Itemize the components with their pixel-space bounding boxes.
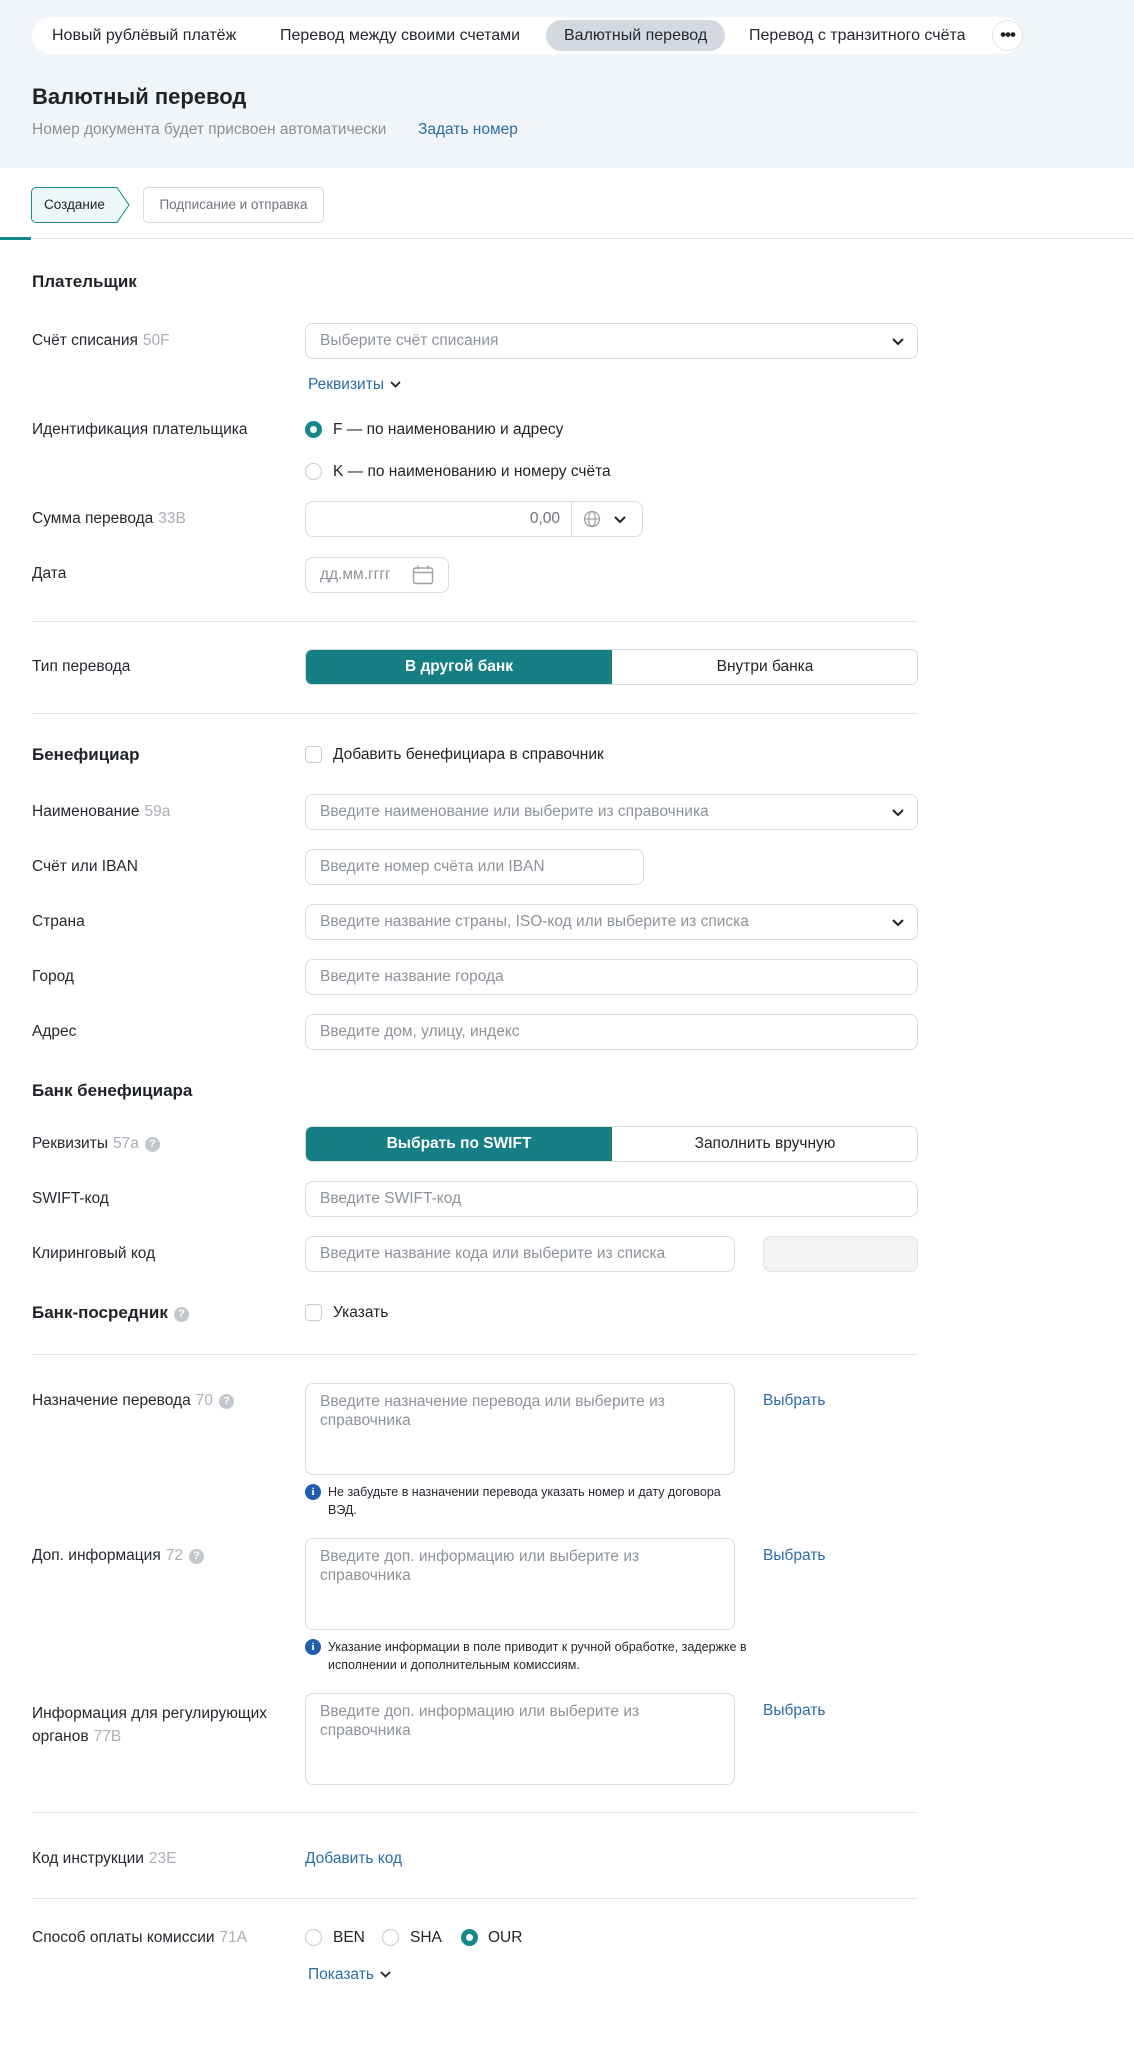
ident-option-f-radio[interactable] [305, 421, 322, 438]
tab-currency-transfer[interactable]: Валютный перевод [546, 20, 725, 51]
bank-details-manual[interactable]: Заполнить вручную [694, 1135, 836, 1152]
payer-ident-label: Идентификация плательщика [32, 421, 248, 438]
section-beneficiary: Бенефициар [32, 745, 140, 764]
commission-show-toggle[interactable]: Показать [308, 1966, 391, 1984]
bank-details-toggle [305, 1126, 918, 1162]
step-create [31, 187, 130, 223]
chevron-down-icon[interactable] [613, 514, 627, 524]
section-intermediary-bank: Банк-посредник ? [32, 1303, 189, 1323]
commission-ben-label: BEN [333, 1929, 365, 1946]
date-label: Дата [32, 565, 67, 582]
info-icon: i [305, 1639, 321, 1655]
page-subtitle: Номер документа будет присвоен автоматически [32, 121, 387, 138]
purpose-hint: i Не забудьте в назначении перевода указать номер и дату договора ВЭД. [305, 1483, 755, 1523]
transfer-type-toggle [305, 649, 918, 685]
regulatory-choose-link[interactable]: Выбрать [763, 1702, 826, 1719]
divider [32, 1812, 918, 1813]
regulatory-info-textarea[interactable]: Введите доп. информацию или выберите из справочника [305, 1693, 735, 1785]
swift-input[interactable]: Введите SWIFT-код [305, 1181, 918, 1217]
country-label: Страна [32, 913, 85, 930]
section-payer: Плательщик [32, 272, 137, 291]
set-number-link[interactable]: Задать номер [418, 121, 518, 138]
instruction-code-label: Код инструкции 23E [32, 1850, 177, 1867]
debit-account-select[interactable]: Выберите счёт списания [305, 323, 918, 359]
section-beneficiary-bank: Банк бенефициара [32, 1081, 193, 1100]
transfer-type-other-bank[interactable]: В другой банк [306, 650, 612, 684]
chevron-down-icon [891, 336, 905, 346]
chevron-down-icon [380, 1970, 391, 1978]
help-icon[interactable]: ? [145, 1137, 160, 1152]
commission-sha-radio[interactable] [382, 1929, 399, 1946]
tab-bar [32, 17, 1022, 54]
ident-option-k-radio[interactable] [305, 463, 322, 480]
commission-sha-label: SHA [410, 1929, 442, 1946]
commission-label: Способ оплаты комиссии 71A [32, 1929, 248, 1946]
chevron-down-icon [390, 380, 401, 388]
beneficiary-account-input[interactable]: Введите номер счёта или IBAN [305, 849, 644, 885]
steps-divider [0, 238, 1134, 239]
bank-details-label: Реквизиты 57a ? [32, 1135, 160, 1153]
commission-our-radio[interactable] [461, 1929, 478, 1946]
ident-option-f-label: F — по наименованию и адресу [333, 421, 564, 438]
additional-info-label: Доп. информация 72 ? [32, 1547, 204, 1565]
help-icon[interactable]: ? [189, 1549, 204, 1564]
add-beneficiary-checkbox[interactable] [305, 746, 322, 763]
chevron-down-icon [891, 807, 905, 817]
bank-details-by-swift[interactable]: Выбрать по SWIFT [306, 1127, 612, 1161]
beneficiary-name-label: Наименование 59a [32, 803, 171, 820]
amount-label: Сумма перевода 33B [32, 510, 186, 527]
calendar-icon[interactable] [412, 565, 434, 585]
additional-info-hint: i Указание информации в поле приводит к ручной обработке, задержке в исполнении и дополнительным комиссиям. [305, 1638, 755, 1678]
intermediary-specify-checkbox[interactable] [305, 1304, 322, 1321]
intermediary-specify-label: Указать [333, 1304, 389, 1321]
tab-new-ruble-payment[interactable]: Новый рублёвый платёж [52, 27, 237, 44]
city-label: Город [32, 968, 74, 985]
divider [32, 713, 918, 714]
country-select[interactable]: Введите название страны, ISO-код или выберите из списка [305, 904, 918, 940]
address-label: Адрес [32, 1023, 77, 1040]
additional-info-textarea[interactable]: Введите доп. информацию или выберите из справочника [305, 1538, 735, 1630]
purpose-choose-link[interactable]: Выбрать [763, 1392, 826, 1409]
amount-separator [571, 502, 572, 536]
amount-field [305, 501, 643, 537]
swift-label: SWIFT-код [32, 1190, 109, 1207]
info-icon: i [305, 1484, 321, 1500]
help-icon[interactable]: ? [219, 1394, 234, 1409]
beneficiary-account-label: Счёт или IBAN [32, 858, 138, 875]
purpose-textarea[interactable]: Введите назначение перевода или выберите из справочника [305, 1383, 735, 1475]
tab-transit-transfer[interactable]: Перевод с транзитного счёта [749, 27, 966, 44]
ident-option-k-label: K — по наименованию и номеру счёта [333, 463, 611, 480]
add-instruction-code-link[interactable]: Добавить код [305, 1850, 403, 1867]
divider [32, 1898, 918, 1899]
clearing-code-value-field [763, 1236, 918, 1272]
tab-transfer-own-accounts[interactable]: Перевод между своими счетами [280, 27, 521, 44]
transfer-type-inside-bank[interactable]: Внутри банка [716, 658, 814, 675]
additional-choose-link[interactable]: Выбрать [763, 1547, 826, 1564]
amount-input[interactable]: 0,00 [529, 510, 560, 527]
date-input[interactable]: дд.мм.гггг [305, 557, 449, 593]
globe-icon[interactable] [583, 510, 601, 528]
divider [32, 621, 918, 622]
add-beneficiary-label: Добавить бенефициара в справочник [333, 746, 604, 763]
page-title: Валютный перевод [32, 84, 247, 109]
step-sign-send: Подписание и отправка [143, 187, 324, 223]
clearing-code-input[interactable]: Введите название кода или выберите из списка [305, 1236, 735, 1272]
help-icon[interactable]: ? [174, 1307, 189, 1322]
beneficiary-name-select[interactable]: Введите наименование или выберите из справочника [305, 794, 918, 830]
address-input[interactable]: Введите дом, улицу, индекс [305, 1014, 918, 1050]
clearing-code-label: Клиринговый код [32, 1245, 156, 1262]
account-label: Счёт списания 50F [32, 332, 170, 349]
city-input[interactable]: Введите название города [305, 959, 918, 995]
commission-our-label: OUR [488, 1929, 523, 1946]
payer-details-toggle[interactable]: Реквизиты [308, 376, 401, 394]
step-create-label: Создание [44, 197, 105, 212]
more-menu-button[interactable]: ••• [992, 20, 1023, 51]
divider [32, 1354, 918, 1355]
steps-progress [0, 237, 31, 240]
commission-ben-radio[interactable] [305, 1929, 322, 1946]
purpose-label: Назначение перевода 70 ? [32, 1392, 234, 1410]
regulatory-info-label: Информация для регулирующих органов 77B [32, 1705, 267, 1745]
transfer-type-label: Тип перевода [32, 658, 131, 675]
chevron-down-icon [891, 917, 905, 927]
